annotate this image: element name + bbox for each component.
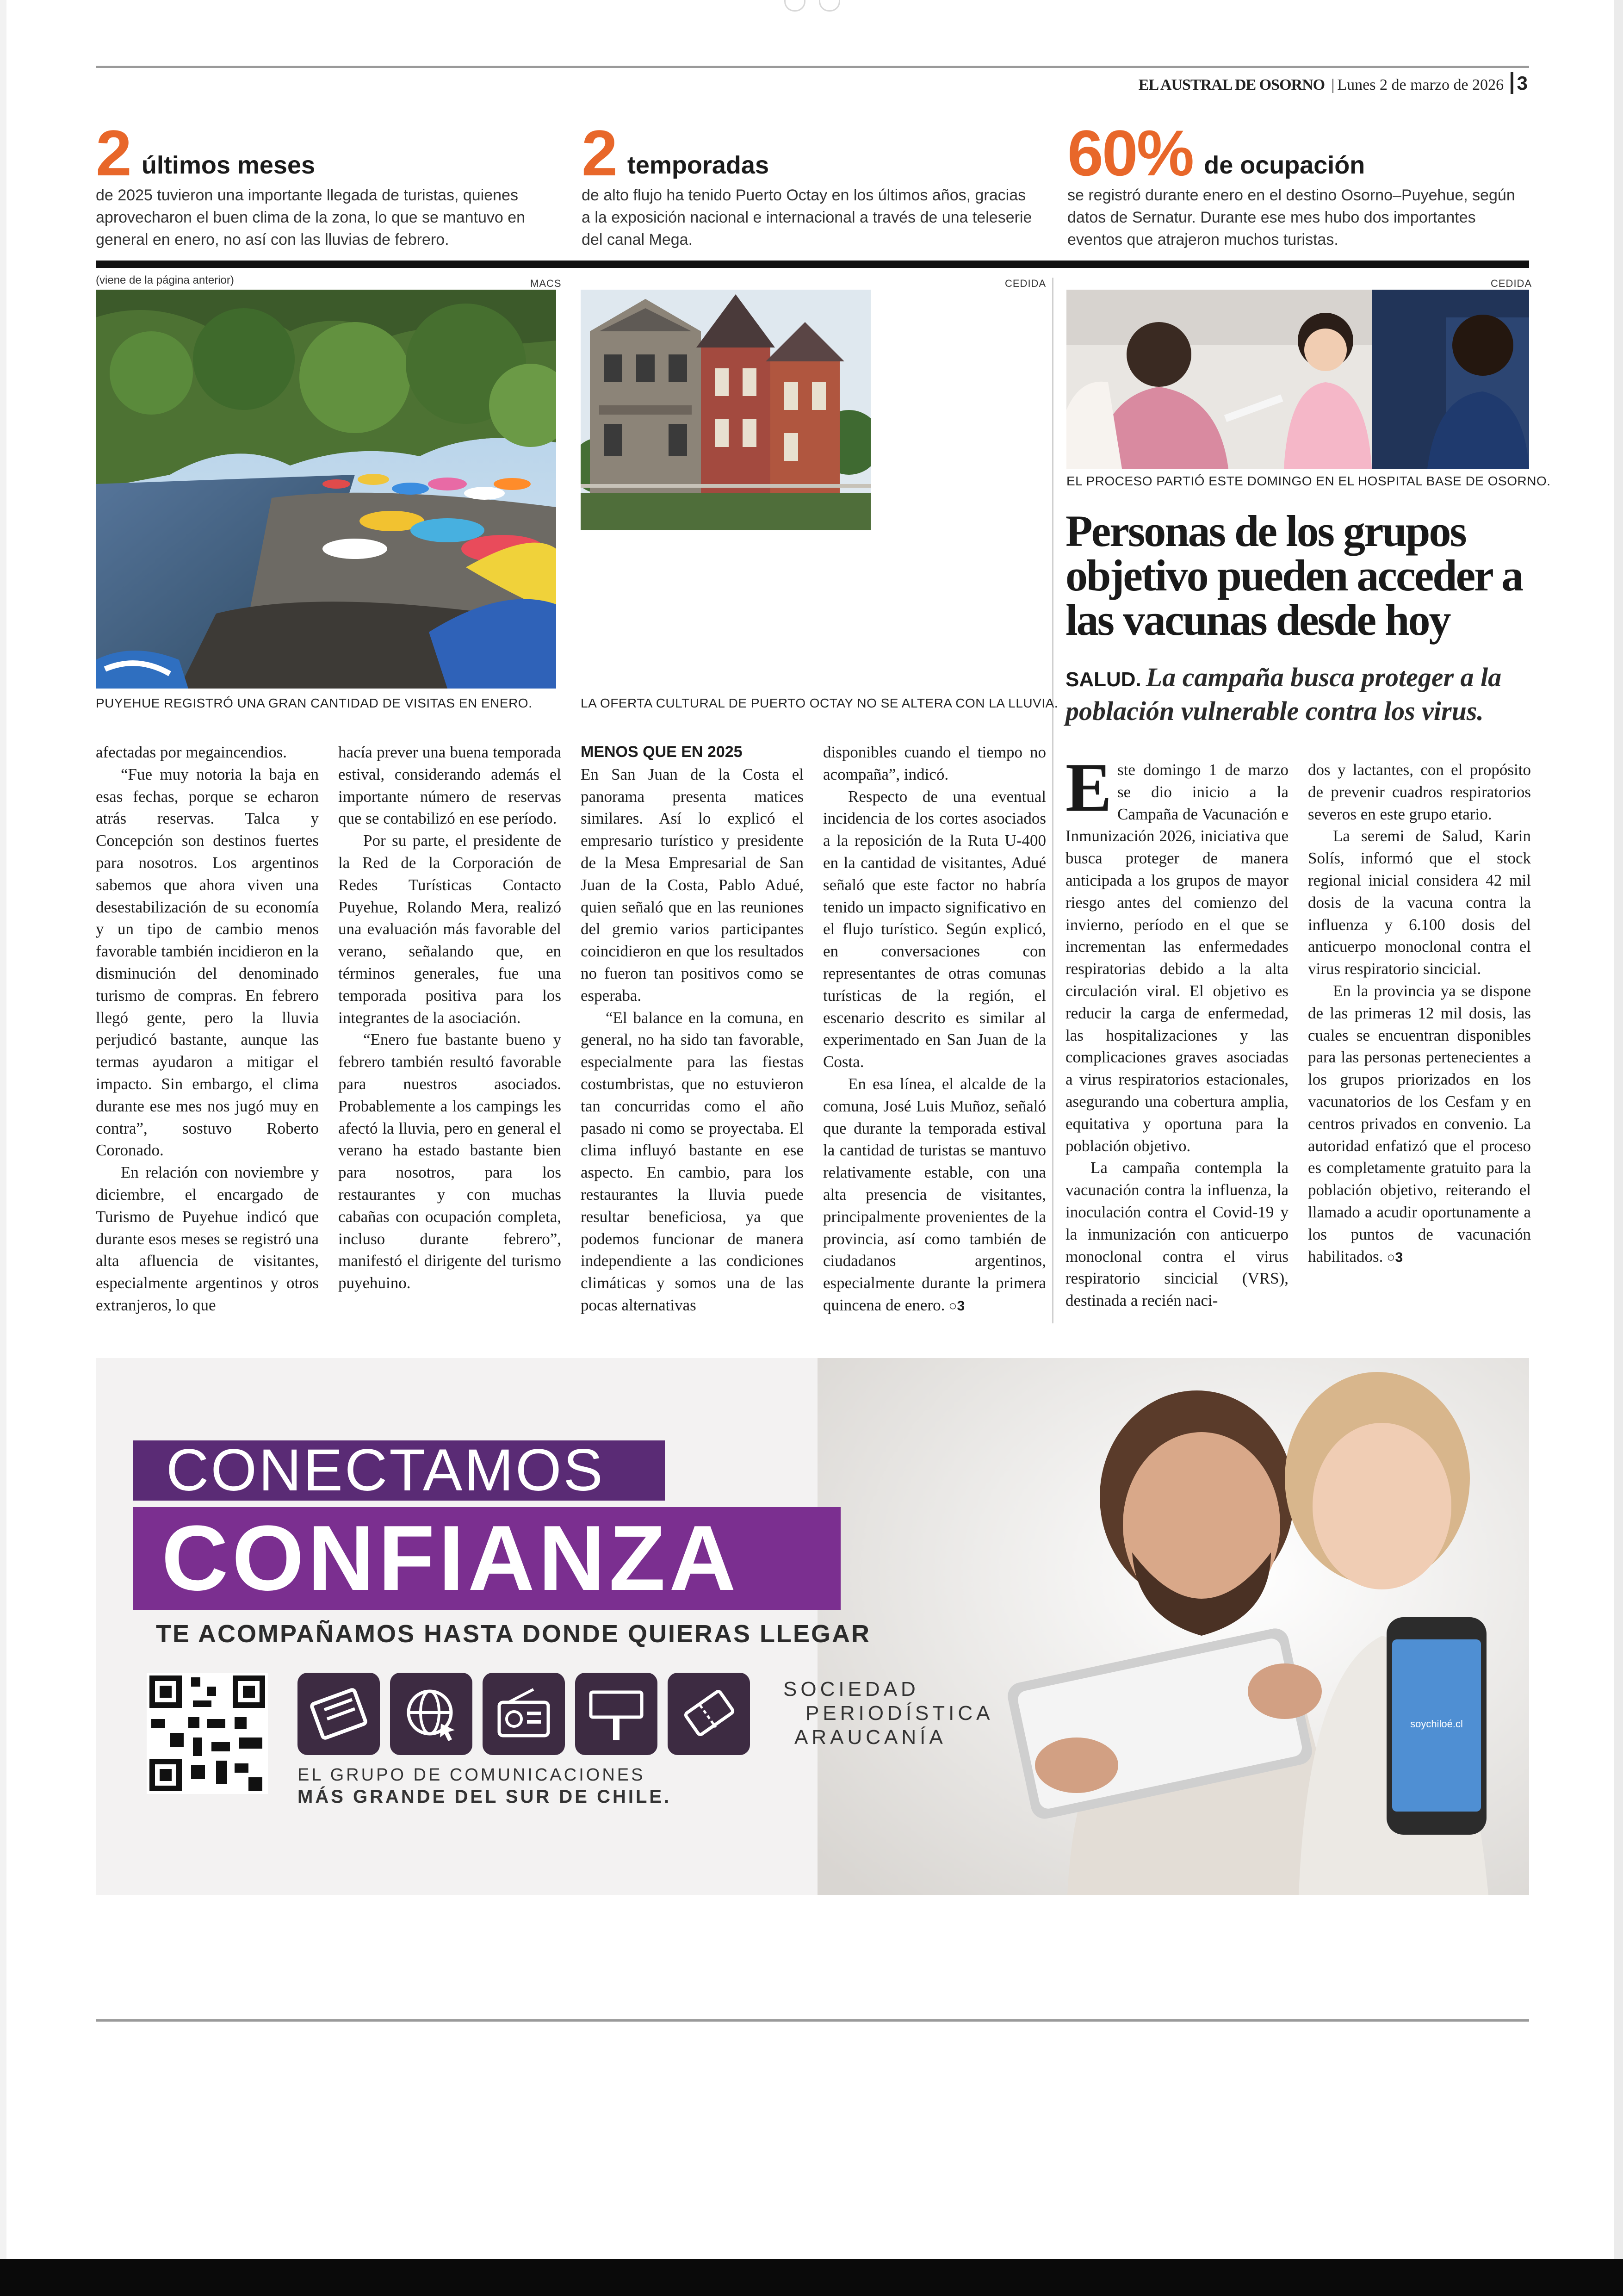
- stat-box-2: [582, 117, 1044, 251]
- paragraph: dos y lactantes, con el propósito de prevenir cuadros respiratorios severos en este grupo etario.: [1308, 761, 1531, 823]
- column-5: [1065, 749, 1288, 1312]
- ad-headline-band-1: [133, 1437, 665, 1503]
- continued-note: (viene de la página anterior): [96, 274, 234, 286]
- paragraph: hacía prever una buena temporada estival, considerando además el importante número de reservas que se contabilizó en ese período.: [338, 743, 561, 828]
- article-headline: Personas de los grupos objetivo pueden acceder a las vacunas desde hoy: [1065, 506, 1523, 645]
- photo-caption-3: EL PROCESO PARTIÓ ESTE DOMINGO EN EL HOSPITAL BASE DE OSORNO.: [1066, 474, 1551, 488]
- article-deck: [1065, 662, 1533, 727]
- company-line-1: SOCIEDAD: [783, 1678, 919, 1700]
- photo-credit: CEDIDA: [1491, 278, 1532, 289]
- column-1: [96, 741, 319, 1316]
- page-edge-right: [1614, 0, 1623, 2259]
- pager-next-icon[interactable]: [819, 0, 840, 12]
- paragraph-text: En esa línea, el alcalde de la comuna, José Luis Muñoz, señaló que durante la temporada estival la cantidad de turistas se mantuvo relativamente estable, con una alta presencia de visitantes, principalmente provenientes de la provincia, así como también de ciudadanos argentinos, especialmente durante la primera quincena de enero.: [823, 1074, 1046, 1314]
- pager-prev-icon[interactable]: [784, 0, 805, 12]
- radio-icon[interactable]: [483, 1673, 565, 1755]
- company-logo: [783, 1677, 994, 1750]
- ad-headline-band-2: [133, 1507, 841, 1610]
- drop-cap: E: [1065, 749, 1112, 826]
- globe-glyph: [390, 1673, 472, 1755]
- qr-code-graphic: [147, 1673, 268, 1794]
- ticket-icon[interactable]: [668, 1673, 750, 1755]
- newspaper-icon[interactable]: [297, 1673, 380, 1755]
- stat-number: 2: [582, 117, 616, 189]
- paragraph: “El balance en la comuna, en general, no ha sido tan favorable, especialmente para las fiestas costumbristas, que no estuvieron tan concurridas como el año pasado ni como se proyectaba. El clima influyó bastante en ese aspecto. En cambio, para los restaurantes la lluvia puede resultar beneficiosa, ya que podemos funcionar de manera independiente a las condiciones climáticas y somos una de las pocas alternativas: [581, 1008, 804, 1314]
- ad-line-1: CONECTAMOS: [166, 1437, 605, 1503]
- stat-text: de alto flujo ha tenido Puerto Octay en los últimos años, gracias a la exposición nacional e internacional a través de una teleserie del canal Mega.: [582, 186, 1032, 248]
- qr-code-icon[interactable]: [147, 1673, 268, 1794]
- paragraph: “Fue muy notoria la baja en esas fechas, porque se echaron atrás reservas. Talca y Concepción son destinos fuertes para nosotros. Los argentinos sabemos que ahora viven una desestabilización de su economía y un tipo de cambio menos favorable también incidieron en la disminución del denominado turismo de compras. En febrero llegó gente, pero la lluvia perjudicó bastante, aunque las termas ayudaron a mitigar el impacto. Sin embargo, el clima durante ese mes nos jugó muy en contra”, sostuvo Roberto Coronado.: [96, 765, 319, 1160]
- issue-date: Lunes 2 de marzo de 2026: [1337, 76, 1504, 93]
- paragraph: “Enero fue bastante bueno y febrero también resultó favorable para nuestros asociados. Probablemente a los campings les afectó la lluvia, pero en general el verano ha estado bastante bien para nosotros, para los restaurantes y con muchas cabañas con ocupación completa, incluso durante febrero”, manifestó el dirigente del turismo puyehuino.: [338, 1030, 561, 1292]
- photo-credit: MACS: [530, 278, 562, 289]
- paragraph: disponibles cuando el tiempo no acompaña”, indicó.: [823, 743, 1046, 783]
- paragraph: Respecto de una eventual incidencia de los cortes asociados a la reposición de la Ruta U-400 en la cantidad de visitantes, Adué señaló que este factor no habría tenido un impacto significativo en el flujo turístico. Según explicó, en conversaciones con representantes de otras comunas turísticas de la región, el escenario descrito es similar al experimentado en San Juan de la Costa.: [823, 787, 1046, 1071]
- page-number: 3: [1511, 72, 1528, 94]
- paragraph: En San Juan de la Costa el panorama presenta matices similares. Así lo explicó el empresario turístico y presidente de la Mesa Empresarial de San Juan de la Costa, Pablo Adué, quien señaló que en las reuniones del gremio varios participantes coincidieron en que los resultados no fueron tan positivos como se esperaba.: [581, 765, 804, 1005]
- paragraph: afectadas por megaincendios.: [96, 743, 287, 761]
- billboard-icon[interactable]: [575, 1673, 657, 1755]
- smartphone-image: [1387, 1617, 1487, 1835]
- column-3: [581, 741, 804, 1316]
- stat-number: 60%: [1067, 117, 1193, 189]
- phone-screen-text: soychiloé.cl: [1410, 1718, 1463, 1730]
- ticket-glyph: [668, 1673, 750, 1755]
- ad-group-line-1: EL GRUPO DE COMUNICACIONES: [297, 1765, 645, 1785]
- ad-group-line-2: MÁS GRANDE DEL SUR DE CHILE.: [297, 1787, 672, 1807]
- bottom-rule: [96, 2019, 1529, 2022]
- stat-number: 2: [96, 117, 130, 189]
- paragraph-text: En la provincia ya se dispone de las primeras 12 mil dosis, las cuales se encuentran disponibles para las personas pertenecientes a los grupos priorizados en los vacunatorios de los Cesfam y en centros privados en convenio. La autoridad enfatizó que el proceso es completamente gratuito para la población objetivo, reiterando el llamado a acudir oportunamente a los puntos de vacunación habilitados.: [1308, 981, 1531, 1266]
- company-line-2: PERIODÍSTICA: [805, 1702, 994, 1725]
- ad-tagline: TE ACOMPAÑAMOS HASTA DONDE QUIERAS LLEGAR: [156, 1620, 871, 1648]
- globe-cursor-icon[interactable]: [390, 1673, 472, 1755]
- section-rule: [96, 261, 1529, 268]
- column-4: [823, 741, 1046, 1317]
- paragraph-text: ste domingo 1 de marzo se dio inicio a la Campaña de Vacunación e Inmunización 2026, iniciativa que busca proteger de manera anticipada a los grupos de mayor riesgo antes del comienzo del invierno, período en el que se incrementan las enfermedades respiratorias debido a la alta circulación viral. El objetivo es reducir la carga de enfermedad, las hospitalizaciones y las complicaciones graves asociadas a virus respiratorios estacionales, asegurando una cobertura amplia, equitativa y oportuna para la población objetivo.: [1065, 761, 1288, 1155]
- paragraph: La campaña contempla la vacunación contra la influenza, la inoculación contra el Covid-19 y la inmunización con anticuerpo monoclonal contra el virus respiratorio sincicial (VRS), destinada a recién naci-: [1065, 1159, 1288, 1310]
- newspaper-glyph: [297, 1673, 380, 1755]
- stat-label: de ocupación: [1204, 151, 1365, 179]
- end-mark-icon: ○3: [948, 1298, 965, 1314]
- column-2: [338, 741, 561, 1294]
- radio-glyph: [483, 1673, 565, 1755]
- stat-text: de 2025 tuvieron una importante llegada de turistas, quienes aprovecharon el buen clima de la zona, lo que se mantuvo en general en enero, no así con las lluvias de febrero.: [96, 186, 526, 248]
- subheading: MENOS QUE EN 2025: [581, 743, 743, 761]
- paragraph: [1308, 980, 1531, 1268]
- column-divider: [1052, 278, 1053, 1323]
- stat-label: últimos meses: [141, 151, 316, 179]
- vaccination-photo: [1066, 290, 1529, 469]
- column-6: [1308, 759, 1531, 1268]
- viewer-footer-bar: [0, 2259, 1623, 2296]
- deck-text: La campaña busca proteger a la población vulnerable contra los virus.: [1065, 662, 1502, 726]
- paragraph: [823, 1073, 1046, 1317]
- ad-line-2: CONFIANZA: [161, 1507, 740, 1610]
- photo-caption-2: LA OFERTA CULTURAL DE PUERTO OCTAY NO SE ALTERA CON LA LLUVIA.: [581, 696, 1059, 710]
- vaccination-scene-image: [1066, 290, 1529, 469]
- stat-label: temporadas: [627, 151, 769, 179]
- photo-credit: CEDIDA: [1005, 278, 1047, 289]
- page-edge-left: [0, 0, 6, 2259]
- paragraph: En relación con noviembre y diciembre, el encargado de Turismo de Puyehue indicó que durante esos meses se registró una alta afluencia de visitantes, especialmente argentinos y otros extranjeros, lo que: [96, 1163, 319, 1314]
- billboard-glyph: [575, 1673, 657, 1755]
- advertisement[interactable]: [96, 1358, 1529, 1895]
- stat-box-3: [1067, 117, 1530, 251]
- beach-scene-image: [96, 290, 556, 689]
- masthead: EL AUSTRAL DE OSORNO | Lunes 2 de marzo de 2026 3: [1138, 72, 1528, 94]
- phone-screen: [1392, 1639, 1481, 1812]
- beach-photo: [96, 290, 556, 689]
- top-rule: [96, 66, 1529, 68]
- section-kicker: SALUD.: [1065, 668, 1141, 691]
- house-photo: [581, 290, 871, 530]
- stat-box-1: [96, 117, 558, 251]
- paragraph: [1065, 749, 1288, 1157]
- paper-name: EL AUSTRAL DE OSORNO: [1138, 76, 1325, 93]
- stat-text: se registró durante enero en el destino Osorno–Puyehue, según datos de Sernatur. Durante ese mes hubo dos importantes eventos que atrajeron muchos turistas.: [1067, 186, 1515, 248]
- end-mark-icon: ○3: [1387, 1249, 1403, 1265]
- paragraph: Por su parte, el presidente de la Red de la Corporación de Redes Turísticas Contacto Puyehue, Rolando Mera, realizó una evaluación más favorable del verano, señalando que, en términos generales, fue una temporada positiva para los integrantes de la asociación.: [338, 832, 561, 1027]
- company-line-3: ARAUCANÍA: [794, 1726, 947, 1749]
- historic-house-image: [581, 290, 871, 530]
- photo-caption-1: PUYEHUE REGISTRÓ UNA GRAN CANTIDAD DE VISITAS EN ENERO.: [96, 696, 533, 710]
- paragraph: La seremi de Salud, Karin Solís, informó que el stock regional inicial considera 42 mil dosis de la vacuna contra la influenza y 6.100 dosis del anticuerpo monoclonal contra el virus respiratorio sincicial.: [1308, 827, 1531, 978]
